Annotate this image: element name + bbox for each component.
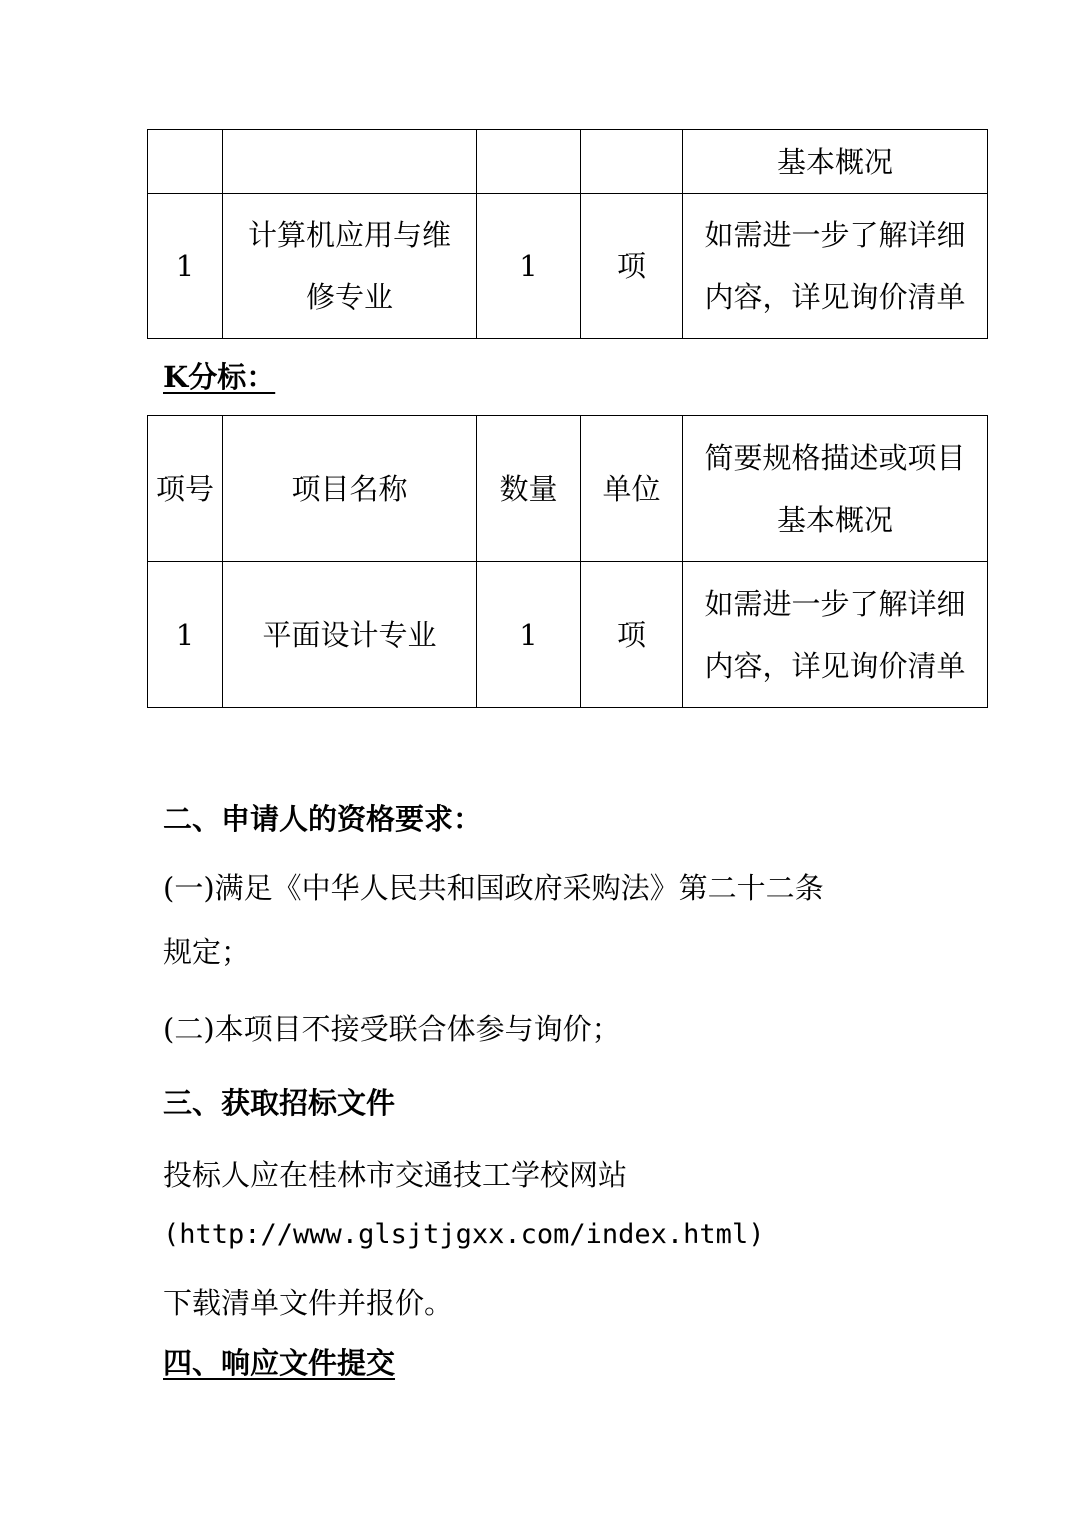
table-cell	[581, 130, 683, 194]
table-row	[148, 562, 988, 708]
table-cell	[223, 130, 477, 194]
table-cell	[148, 130, 223, 194]
table-row	[148, 194, 988, 339]
table-cell	[477, 130, 581, 194]
item-qty: 1	[477, 194, 581, 339]
item-index: 1	[148, 562, 223, 708]
table-row	[148, 130, 988, 194]
table-header-row	[148, 416, 988, 562]
item-index: 1	[148, 194, 223, 339]
header-qty: 数量	[477, 416, 581, 562]
table-header-desc-tail: 基本概况	[683, 130, 988, 194]
section-3-line-1: 投标人应在桂林市交通技工学校网站	[163, 1158, 628, 1192]
header-unit: 单位	[581, 416, 683, 562]
item-unit: 项	[581, 562, 683, 708]
item-name: 平面设计专业	[223, 562, 477, 708]
item-qty: 1	[477, 562, 581, 708]
section-2-item-1-line-1: (一)满足《中华人民共和国政府采购法》第二十二条	[163, 871, 824, 905]
item-name: 计算机应用与维 修专业	[223, 194, 477, 339]
k-lot-label: K分标：	[163, 360, 276, 394]
header-desc: 简要规格描述或项目 基本概况	[683, 416, 988, 562]
website-url: (http://www.glsjtjgxx.com/index.html)	[163, 1219, 765, 1250]
section-3-line-3: 下载清单文件并报价。	[163, 1286, 454, 1320]
header-name: 项目名称	[223, 416, 477, 562]
spec-table-k	[147, 415, 988, 708]
section-2-item-1-line-2: 规定；	[163, 935, 251, 969]
section-3-title: 三、获取招标文件	[163, 1086, 396, 1120]
spec-table-continued	[147, 129, 988, 339]
header-index: 项号	[148, 416, 223, 562]
item-unit: 项	[581, 194, 683, 339]
section-2-title: 二、申请人的资格要求：	[163, 802, 483, 836]
item-desc: 如需进一步了解详细 内容，详见询价清单	[683, 194, 988, 339]
item-desc: 如需进一步了解详细 内容，详见询价清单	[683, 562, 988, 708]
section-2-item-2: (二)本项目不接受联合体参与询价；	[163, 1012, 621, 1046]
section-4-title: 四、响应文件提交	[163, 1346, 396, 1380]
